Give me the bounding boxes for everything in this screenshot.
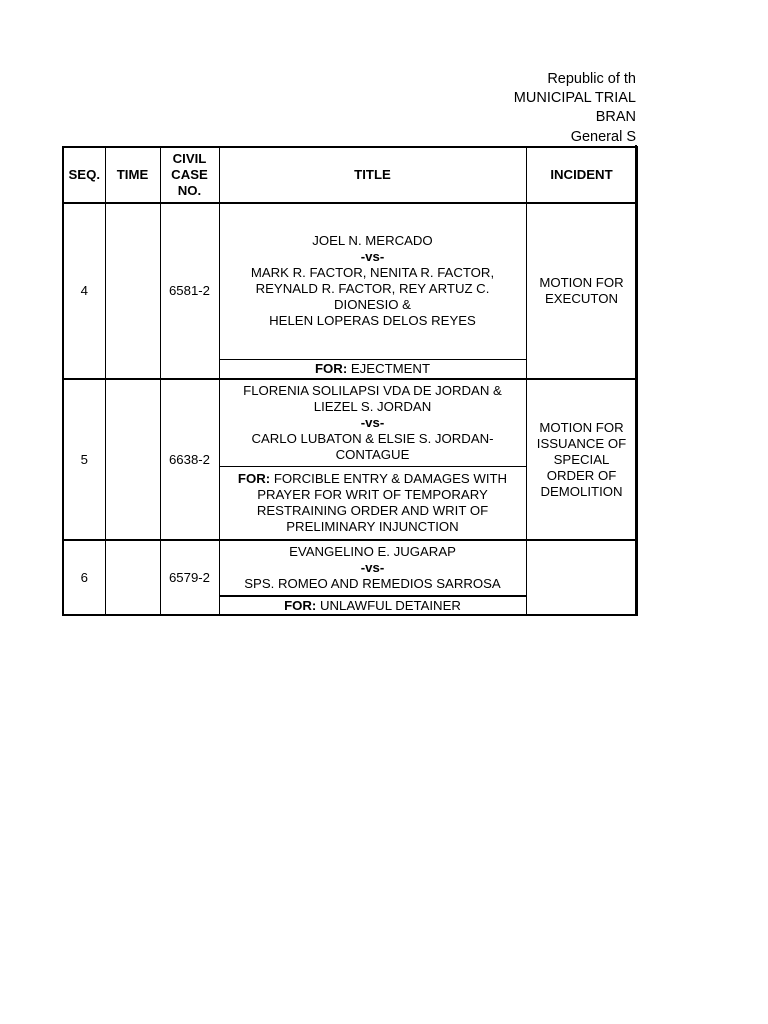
case-incident — [526, 203, 637, 379]
col-header-seq: SEQ. — [63, 147, 105, 203]
case-title — [219, 379, 526, 466]
case-incident — [526, 540, 637, 615]
case-title-line: CARLO LUBATON & ELSIE S. JORDAN- — [251, 430, 494, 446]
case-title — [219, 203, 526, 359]
for-label: FOR: — [284, 597, 317, 613]
case-title-line: DIONESIO & — [334, 297, 411, 313]
case-time — [105, 379, 160, 540]
case-title — [219, 540, 526, 596]
header-court: MUNICIPAL TRIAL — [513, 90, 636, 106]
case-number: 6581-2 — [160, 203, 219, 379]
case-number: 6579-2 — [160, 540, 219, 615]
case-for-line — [222, 598, 524, 614]
case-title-line: HELEN LOPERAS DELOS REYES — [269, 313, 476, 329]
case-title-line: JOEL N. MERCADO — [312, 233, 433, 249]
col-header-case-no-line: NO. — [177, 183, 202, 198]
case-row — [63, 540, 637, 596]
for-label: FOR: — [314, 360, 348, 376]
col-header-case-no — [160, 147, 219, 203]
table-right-border — [635, 145, 637, 615]
for-text: PRELIMINARY INJUNCTION — [286, 518, 459, 534]
col-header-title: TITLE — [219, 147, 526, 203]
case-incident-line: EXECUTON — [544, 291, 619, 306]
case-for — [219, 466, 526, 540]
case-title-line: LIEZEL S. JORDAN — [313, 398, 432, 414]
for-text: UNLAWFUL DETAINER — [319, 597, 461, 613]
case-for — [219, 359, 526, 379]
case-row — [63, 203, 637, 359]
case-incident-line: MOTION FOR — [539, 419, 624, 435]
col-header-case-no-line: CASE — [171, 167, 208, 182]
for-text: FORCIBLE ENTRY & DAMAGES WITH — [273, 470, 508, 486]
case-for-line — [222, 361, 524, 377]
for-text: PRAYER FOR WRIT OF TEMPORARY — [257, 486, 488, 502]
case-title-line: -vs- — [360, 560, 385, 575]
header-city: General S — [570, 129, 636, 145]
case-for — [219, 596, 526, 615]
header-branch: BRAN — [595, 109, 636, 125]
case-incident-line: DEMOLITION — [540, 483, 623, 499]
case-for-line — [222, 519, 524, 535]
case-schedule-table — [62, 146, 638, 616]
case-seq: 4 — [63, 203, 105, 379]
case-incident-line: MOTION FOR — [539, 275, 624, 290]
case-incident-line: ORDER OF — [546, 467, 617, 483]
table-header-row — [63, 147, 637, 203]
case-incident — [526, 379, 637, 540]
case-title-line: SPS. ROMEO AND REMEDIOS SARROSA — [244, 576, 501, 591]
col-header-case-no-line: CIVIL — [172, 151, 207, 166]
case-for-line — [222, 487, 524, 503]
case-incident-line: ISSUANCE OF — [536, 435, 627, 451]
case-seq: 6 — [63, 540, 105, 615]
for-text: RESTRAINING ORDER AND WRIT OF — [256, 502, 489, 518]
header-republic: Republic of th — [547, 71, 636, 87]
case-row — [63, 379, 637, 466]
case-for-line — [222, 471, 524, 487]
case-title-line: -vs- — [360, 249, 385, 265]
case-for-line — [222, 503, 524, 519]
col-header-incident: INCIDENT — [526, 147, 637, 203]
for-label: FOR: — [237, 470, 271, 486]
case-number: 6638-2 — [160, 379, 219, 540]
case-title-line: CONTAGUE — [335, 446, 410, 462]
case-time — [105, 203, 160, 379]
case-time — [105, 540, 160, 615]
case-title-line: -vs- — [360, 414, 385, 430]
case-title-line: MARK R. FACTOR, NENITA R. FACTOR, — [250, 265, 495, 281]
col-header-time: TIME — [105, 147, 160, 203]
case-title-line: EVANGELINO E. JUGARAP — [289, 544, 456, 559]
case-incident-line: SPECIAL — [553, 451, 610, 467]
case-seq: 5 — [63, 379, 105, 540]
for-text: EJECTMENT — [350, 360, 431, 376]
case-title-line: REYNALD R. FACTOR, REY ARTUZ C. — [255, 281, 490, 297]
case-title-line: FLORENIA SOLILAPSI VDA DE JORDAN & — [243, 382, 502, 398]
